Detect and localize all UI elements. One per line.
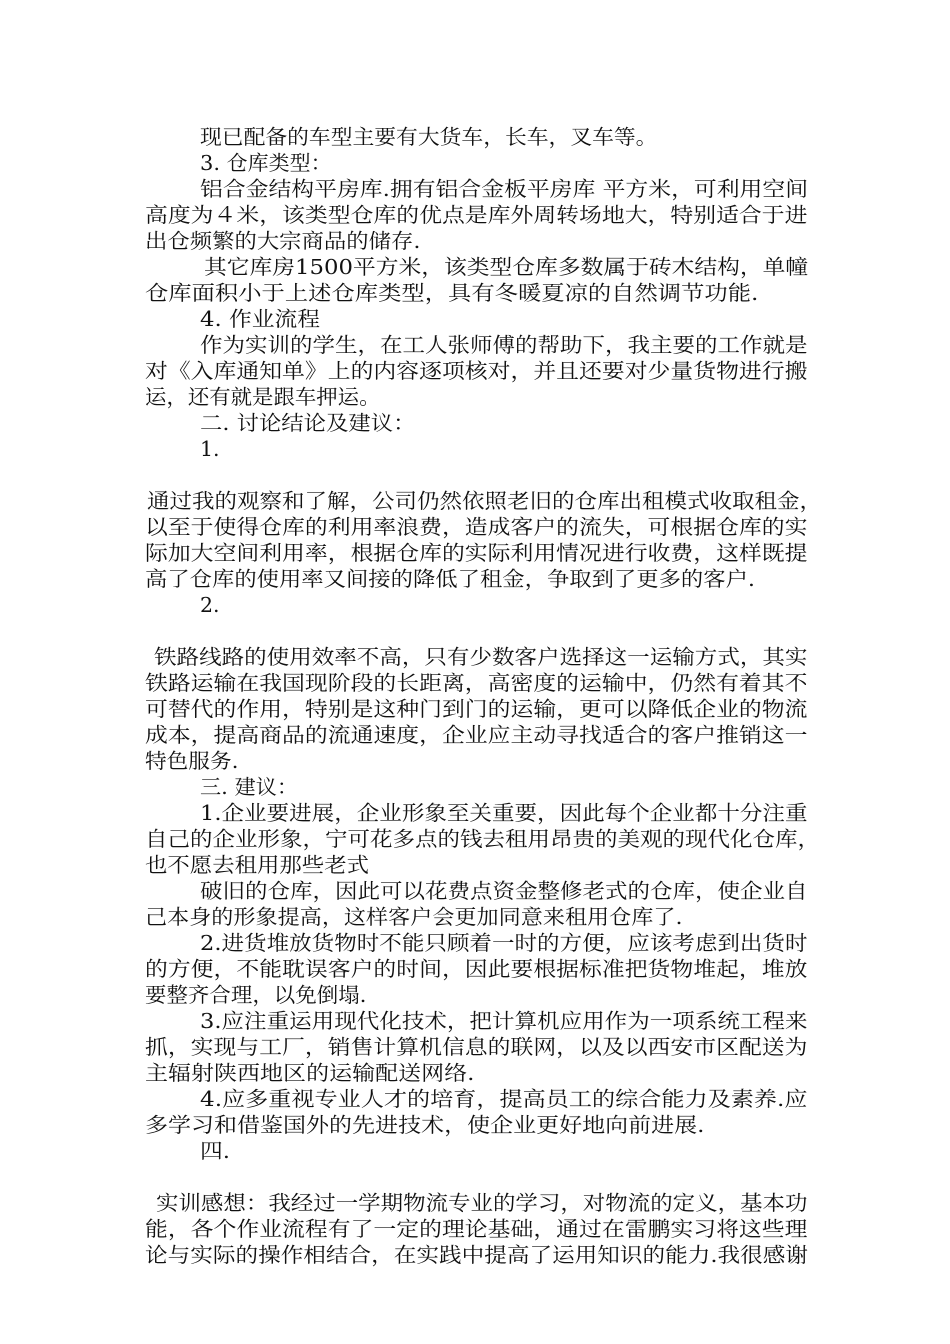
section-heading: 四. xyxy=(200,1139,231,1163)
text-line: 己本身的形象提高，这样客户会更加同意来租用仓库了. xyxy=(145,905,683,929)
text-line: 自己的企业形象，宁可花多点的钱去租用昂贵的美观的现代化仓库， xyxy=(145,827,820,851)
text-line: 现已配备的车型主要有大货车，长车，叉车等。 xyxy=(200,125,658,149)
text-line: 能，各个作业流程有了一定的理论基础，通过在雷鹏实习将这些理 xyxy=(145,1217,808,1241)
section-heading: 3. 仓库类型： xyxy=(200,151,332,175)
text-line: 也不愿去租用那些老式 xyxy=(145,853,369,877)
text-line: 其它库房1500平方米，该类型仓库多数属于砖木结构，单幢 xyxy=(204,255,809,279)
text-line: 作为实训的学生，在工人张师傅的帮助下，我主要的工作就是 xyxy=(200,333,808,357)
text-line: 4.应多重视专业人才的培育，提高员工的综合能力及素养.应 xyxy=(200,1087,808,1111)
item-number: 2. xyxy=(200,593,220,617)
text-line: 出仓频繁的大宗商品的储存. xyxy=(145,229,421,253)
text-line: 抓，实现与工厂，销售计算机信息的联网，以及以西安市区配送为 xyxy=(145,1035,808,1059)
text-line: 成本，提高商品的流通速度，企业应主动寻找适合的客户推销这一 xyxy=(145,723,808,747)
text-line: 际加大空间利用率，根据仓库的实际利用情况进行收费，这样既提 xyxy=(145,541,808,565)
text-line: 仓库面积小于上述仓库类型，具有冬暖夏凉的自然调节功能. xyxy=(145,281,759,305)
item-number: 1. xyxy=(200,437,220,461)
text-line: 2.进货堆放货物时不能只顾着一时的方便，应该考虑到出货时 xyxy=(200,931,808,955)
text-line: 要整齐合理，以免倒塌. xyxy=(145,983,367,1007)
text-line: 可替代的作用，特别是这种门到门的运输，更可以降低企业的物流 xyxy=(145,697,808,721)
text-line: 破旧的仓库，因此可以花费点资金整修老式的仓库，使企业自 xyxy=(200,879,808,903)
text-line: 通过我的观察和了解，公司仍然依照老旧的仓库出租模式收取租金， xyxy=(147,489,822,513)
text-line: 实训感想：我经过一学期物流专业的学习，对物流的定义，基本功 xyxy=(156,1191,808,1215)
text-line: 对《入库通知单》上的内容逐项核对，并且还要对少量货物进行搬 xyxy=(145,359,808,383)
section-heading: 4. 作业流程 xyxy=(200,307,321,331)
text-line: 铝合金结构平房库.拥有铝合金板平房库 平方米，可利用空间 xyxy=(200,177,809,201)
text-line: 特色服务. xyxy=(145,749,239,773)
section-heading: 二. 讨论结论及建议： xyxy=(200,411,416,435)
text-line: 以至于使得仓库的利用率浪费，造成客户的流失，可根据仓库的实 xyxy=(145,515,808,539)
text-line: 铁路运输在我国现阶段的长距离，高密度的运输中，仍然有着其不 xyxy=(145,671,808,695)
text-line: 高度为４米，该类型仓库的优点是库外周转场地大，特别适合于进 xyxy=(145,203,808,227)
text-line: 论与实际的操作相结合，在实践中提高了运用知识的能力.我很感谢 xyxy=(145,1243,809,1267)
text-line: 的方便，不能耽误客户的时间，因此要根据标准把货物堆起，堆放 xyxy=(145,957,808,981)
text-line: 高了仓库的使用率又间接的降低了租金，争取到了更多的客户. xyxy=(145,567,756,591)
text-line: 多学习和借鉴国外的先进技术，使企业更好地向前进展. xyxy=(145,1113,705,1137)
text-line: 1.企业要进展，企业形象至关重要，因此每个企业都十分注重 xyxy=(200,801,808,825)
text-line: 运，还有就是跟车押运。 xyxy=(145,385,381,409)
text-line: 主辐射陕西地区的运输配送网络. xyxy=(145,1061,475,1085)
text-line: 铁路线路的使用效率不高，只有少数客户选择这一运输方式，其实 xyxy=(154,645,808,669)
section-heading: 三. 建议： xyxy=(200,775,299,799)
text-line: 3.应注重运用现代化技术，把计算机应用作为一项系统工程来 xyxy=(200,1009,808,1033)
